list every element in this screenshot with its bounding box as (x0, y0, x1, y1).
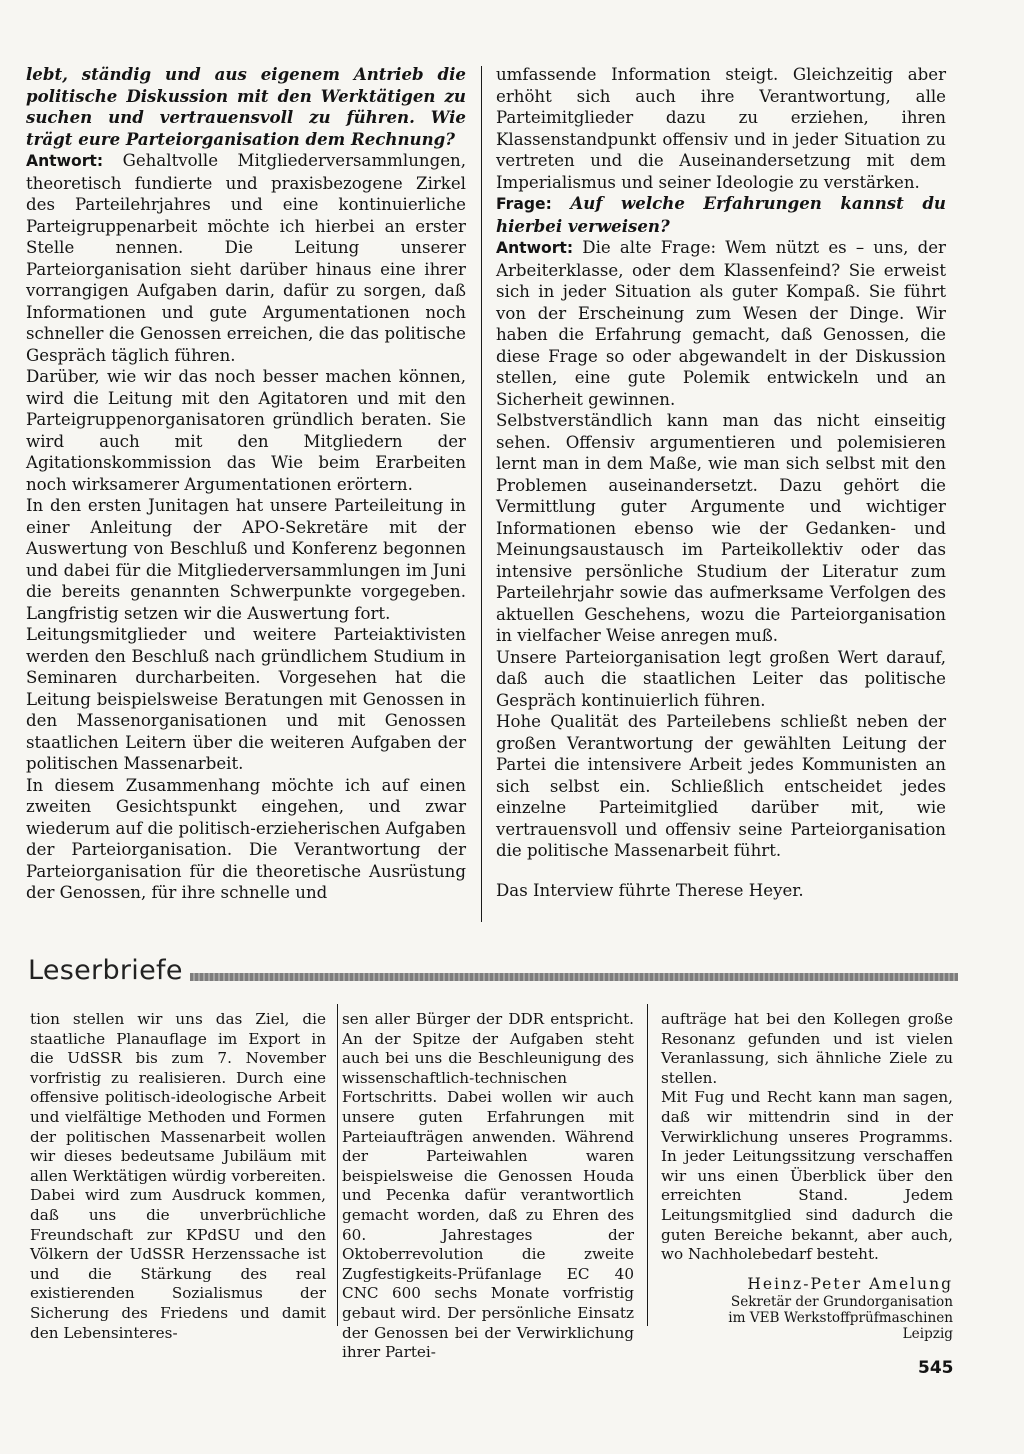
column-divider (337, 1004, 338, 1326)
author-role: Sekretär der Grundorganisation (730, 1294, 953, 1311)
interview-question: lebt, ständig und aus eigenem Antrieb die politische Diskussion mit den Werktätigen zu suchen und vertrauensvoll zu führen. Wie trägt eure Parteiorganisation dem Rechnung? (26, 64, 466, 149)
answer-label: Antwort: (26, 152, 104, 170)
paragraph: aufträge hat bei den Kollegen große Resonanz gefunden und ist vielen Veranlassung, sich ähnliche Ziele zu stellen. (661, 1010, 953, 1087)
author-location: Leipzig (902, 1326, 953, 1343)
page-number: 545 (918, 1358, 954, 1378)
letter-column-3 (661, 1010, 953, 1342)
interview-answer (496, 237, 946, 410)
section-rule (190, 973, 958, 981)
column-divider (481, 66, 482, 922)
paragraph: In den ersten Junitagen hat unsere Parteileitung in einer Anleitung der APO-Sekretäre mit der Auswertung von Beschluß und Konferenz begonnen und dabei für die Mitgliederversammlungen im Juni die bereits genannten Schwerpunkte vorgegeben. Langfristig setzen wir die Auswertung fort. (26, 496, 466, 623)
interview-question (496, 193, 946, 237)
paragraph: Darüber, wie wir das noch besser machen können, wird die Leitung mit den Agitatoren und mit den Parteigruppenorganisatoren gründlich beraten. Sie wird auch mit den Mitgliedern der Agitationskommission das Wie beim Erarbeiten noch wirksamerer Argumentationen erörtern. (26, 367, 466, 494)
interview-column-right (496, 64, 946, 901)
answer-text: Die alte Frage: Wem nützt es – uns, der Arbeiterklasse, oder dem Klassenfeind? Sie erweist sich in jeder Situation als guter Kompaß. Sie führt von der Erscheinung zum Wesen der Dinge. Wir haben die Erfahrung gemacht, daß Genossen, die diese Frage so oder abgewandelt in der Diskussion stellen, eine gute Polemik entwickeln und an Sicherheit gewinnen. (496, 238, 946, 409)
paragraph: Hohe Qualität des Parteilebens schließt neben der großen Verantwortung der gewählten Leitung der Partei die intensivere Arbeit jedes Kommunisten an sich selbst ein. Schließlich entscheidet jedes einzelne Parteimitglied darüber mit, wie vertrauensvoll und offensiv seine Parteiorganisation die politische Massenarbeit führt. (496, 712, 946, 860)
author-name: Heinz-Peter Amelung (747, 1274, 953, 1293)
column-divider (647, 1004, 648, 1326)
question-label: Frage: (496, 195, 552, 213)
paragraph: Unsere Parteiorganisation legt großen Wert darauf, daß auch die staatlichen Leiter das politische Gespräch kontinuierlich führen. (496, 647, 946, 710)
interview-column-left (26, 64, 466, 904)
letter-column-2 (342, 1010, 634, 1363)
paragraph: umfassende Information steigt. Gleichzeitig aber erhöht sich auch ihre Verantwortung, alle Parteimitglieder dazu zu erziehen, ihren Klassenstandpunkt offensiv und in jeder Situation zu vertreten und die Auseinandersetzung mit dem Imperialismus und seiner Ideologie zu verstärken. (496, 65, 946, 192)
letter-column-1 (30, 1010, 326, 1343)
interview-answer (26, 150, 466, 366)
paragraph: In diesem Zusammenhang möchte ich auf einen zweiten Gesichtspunkt eingehen, und zwar wiederum auf die politisch-erzieherischen Aufgaben der Parteiorganisation. Die Verantwortung der Parteiorganisation für die theoretische Ausrüstung der Genossen, für ihre schnelle und (26, 775, 466, 902)
letter-signature (661, 1275, 953, 1343)
interview-credit: Das Interview führte Therese Heyer. (496, 880, 804, 900)
author-role: im VEB Werkstoffprüfmaschinen (728, 1310, 953, 1327)
section-header (28, 955, 958, 995)
answer-text: Gehaltvolle Mitgliederversammlungen, theoretisch fundierte und praxisbezogene Zirkel des Parteilehrjahres und eine kontinuierliche Parteigruppenarbeit möchte ich hierbei an erster Stelle nennen. Die Leitung unserer Parteiorganisation sieht darüber hinaus eine ihrer vorrangigen Aufgaben darin, dafür zu sorgen, daß Informationen und gute Argumentationen noch schneller die Genossen erreichen, die das politische Gespräch täglich führen. (26, 151, 466, 365)
section-title: Leserbriefe (28, 955, 183, 986)
paragraph: sen aller Bürger der DDR entspricht. An der Spitze der Aufgaben steht auch bei uns die Beschleunigung des wissenschaftlich-technischen Fortschritts. Dabei wollen wir auch unsere guten Erfahrungen mit Parteiaufträgen anwenden. Während der Parteiwahlen waren beispielsweise die Genossen Houda und Pecenka dafür verantwortlich gemacht worden, daß zu Ehren des 60. Jahrestages der Oktoberrevolution die zweite Zugfestigkeits-Prüfanlage EC 40 CNC 600 sechs Monate vorfristig gebaut wird. Der persönliche Einsatz der Genossen bei der Verwirklichung ihrer Partei- (342, 1010, 634, 1362)
paragraph: Selbstverständlich kann man das nicht einseitig sehen. Offensiv argumentieren und polemisieren lernt man in dem Maße, wie man sich selbst mit den Problemen auseinandersetzt. Dazu gehört die Vermittlung guter Argumente und wichtiger Informationen ebenso wie der Gedanken- und Meinungsaustausch im Parteikollektiv oder das intensive persönliche Studium der Literatur zum Parteilehrjahr sowie das aufmerksame Verfolgen des aktuellen Geschehens, wozu die Parteiorganisation in vielfacher Weise anregen muß. (496, 411, 946, 645)
paragraph: Mit Fug und Recht kann man sagen, daß wir mittendrin sind in der Verwirklichung unseres Programms. In jeder Leitungssitzung verschaffen wir uns einen Überblick über den erreichten Stand. Jedem Leitungsmitglied sind dadurch die guten Bereiche bekannt, aber auch, wo Nachholebedarf besteht. (661, 1088, 953, 1264)
paragraph: Leitungsmitglieder und weitere Parteiaktivisten werden den Beschluß nach gründlichem Studium in Seminaren durcharbeiten. Vorgesehen hat die Leitung beispielsweise Beratungen mit Genossen in den Massenorganisationen und mit Genossen staatlichen Leitern über die weiteren Aufgaben der politischen Massenarbeit. (26, 625, 466, 773)
answer-label: Antwort: (496, 239, 574, 257)
paragraph: tion stellen wir uns das Ziel, die staatliche Planauflage im Export in die UdSSR bis zum 7. November vorfristig zu realisieren. Durch eine offensive politisch-ideologische Arbeit und vielfältige Methoden und Formen der politischen Massenarbeit wollen wir dieses bedeutsame Jubiläum mit allen Werktätigen würdig vorbereiten. Dabei wird zum Ausdruck kommen, daß uns die unverbrüchliche Freundschaft zur KPdSU und den Völkern der UdSSR Herzenssache ist und die Stärkung des real existierenden Sozialismus der Sicherung des Friedens und damit den Lebensinteres- (30, 1010, 326, 1342)
question-text: Auf welche Erfahrungen kannst du hierbei verweisen? (496, 193, 946, 236)
